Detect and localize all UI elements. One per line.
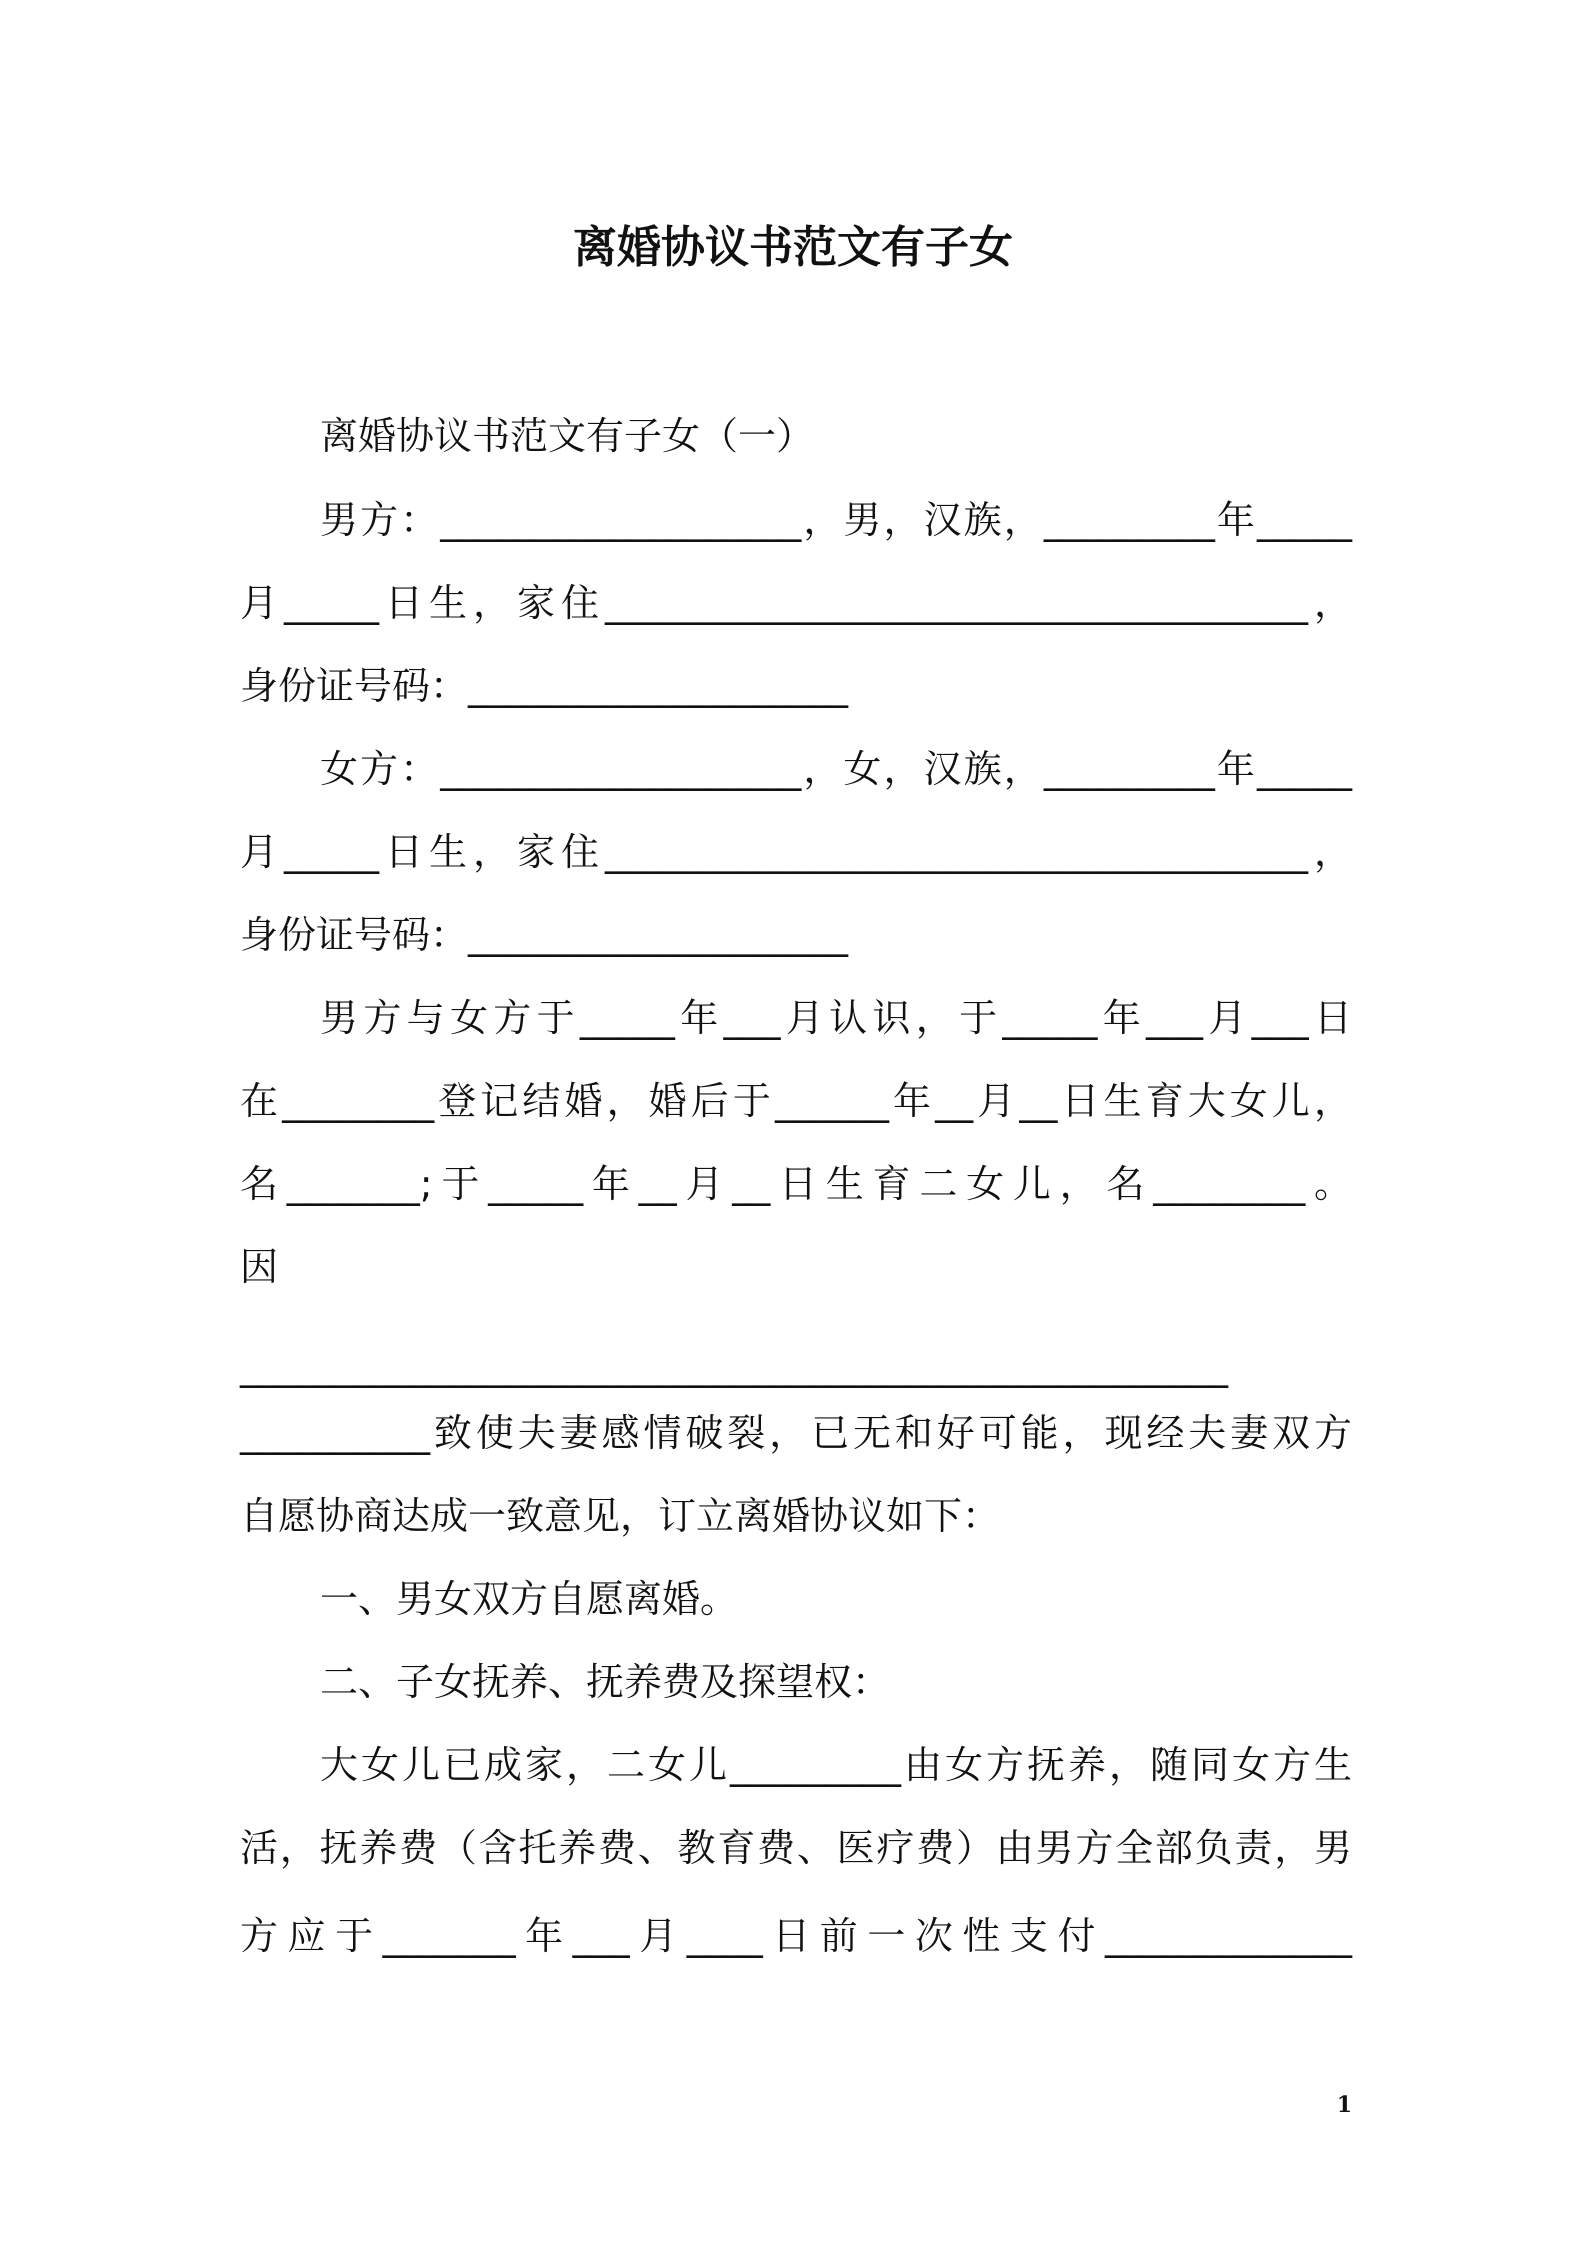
- paragraph-line: 身份证号码：____________________: [240, 913, 849, 957]
- paragraph-line: 自愿协商达成一致意见，订立离婚协议如下：: [240, 1494, 1001, 1538]
- paragraph-line: 活，抚养费（含托养费、教育费、医疗费）由男方全部负责，男: [240, 1826, 1352, 1870]
- paragraph-line: 二、子女抚养、抚养费及探望权：: [320, 1660, 891, 1704]
- paragraph-line: 月_____日生，家住_____________________________________，: [240, 581, 1352, 625]
- document-title: 离婚协议书范文有子女: [573, 222, 1013, 273]
- page-number: 1: [1336, 2092, 1352, 2118]
- paragraph-line: 一、男女双方自愿离婚。: [320, 1577, 739, 1621]
- paragraph-line: 月_____日生，家住_____________________________________，: [240, 830, 1352, 874]
- paragraph-line: ____________________________________________________: [240, 1344, 1228, 1388]
- paragraph-line: 因: [240, 1245, 279, 1289]
- section-heading: 离婚协议书范文有子女（一）: [320, 414, 815, 458]
- paragraph-line: 身份证号码：____________________: [240, 664, 849, 708]
- paragraph-line: 男方：___________________，男，汉族，_________年_____: [320, 498, 1352, 542]
- paragraph-line: 男方与女方于_____年___月认识，于_____年___月___日: [320, 996, 1352, 1040]
- paragraph-line: __________致使夫妻感情破裂，已无和好可能，现经夫妻双方: [240, 1411, 1352, 1455]
- paragraph-line: 女方：___________________，女，汉族，_________年_____: [320, 747, 1352, 791]
- paragraph-line: 名_______;于_____年__月__日生育二女儿，名________。: [240, 1162, 1352, 1206]
- paragraph-line: 在________登记结婚，婚后于______年__月__日生育大女儿，: [240, 1079, 1352, 1123]
- paragraph-line: 方应于_______年___月____日前一次性支付_____________: [240, 1914, 1352, 1958]
- paragraph-line: 大女儿已成家，二女儿_________由女方抚养，随同女方生: [320, 1743, 1352, 1787]
